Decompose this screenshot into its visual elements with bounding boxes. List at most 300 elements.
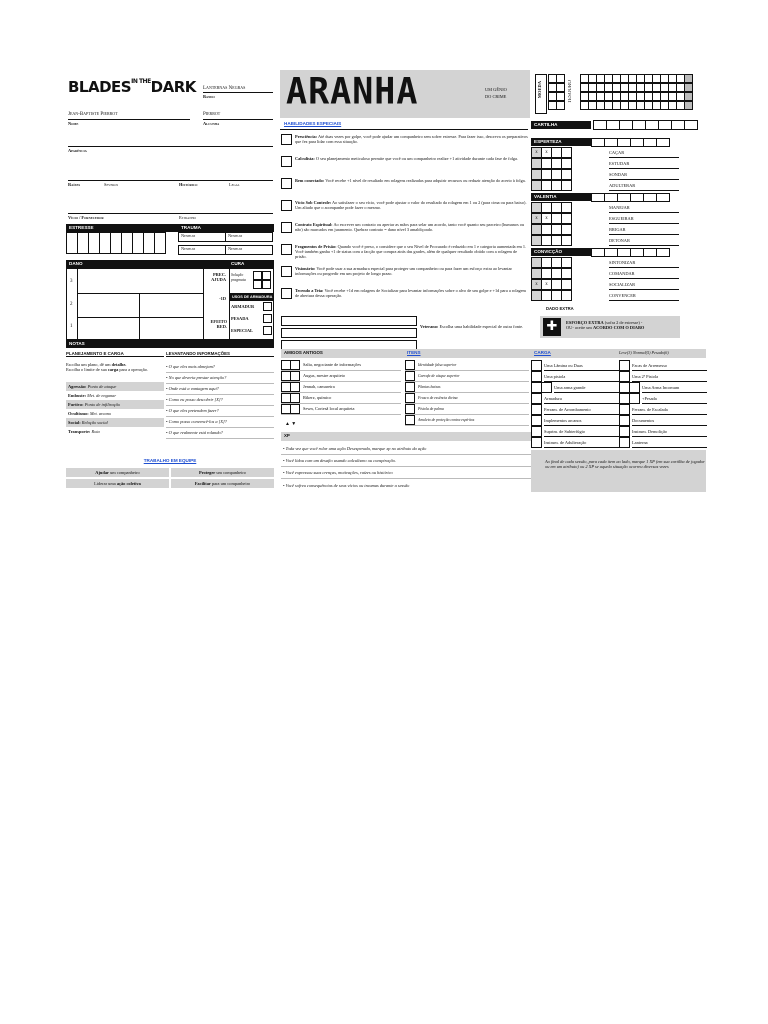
gear-list-right [619,360,707,448]
gear-row [619,415,707,426]
attribute-xp-box[interactable] [617,248,631,257]
xp-end-note: Ao final de cada sessão, para cada item ao lado, marque 1 XP (em sua cartilha de jogador ou em um atributo) ou 2 XP se aquela situação ocorreu diversas vezes [545,459,705,470]
ability-checkbox[interactable] [281,156,292,167]
item-name: Garrafa de uísque superior [418,374,460,378]
gear-item: Instrum. Demolição [632,426,707,437]
trauma-slot[interactable]: Nenhum [178,245,226,255]
friends-list [281,360,401,415]
info-question: • O que eles pretendem fazer? [166,406,274,417]
playbook-xp-box[interactable] [632,120,646,130]
attribute-xp-box[interactable] [656,138,670,147]
attribute-label: CONVICÇÃO [531,248,591,256]
attribute-xp-box[interactable] [617,193,631,202]
attribute-header [531,248,707,257]
gear-row [531,371,619,382]
action-name: SINTONIZAR [609,257,679,268]
xp-trigger: • Você expressou suas crenças, motivações, raízes ou histórico [283,470,393,475]
playbook-xp-box[interactable] [645,120,659,130]
ability-text: Visionário: Você pode usar a sua armadura especial para proteger um companheiro ou para fazer um esforço extra ao levantar informações ou progredir em um projeto de longo prazo. [295,266,512,277]
trauma-label: TRAUMA [178,224,274,232]
ability-checkbox[interactable] [281,288,292,299]
plan-detail: Met. arcano [88,411,112,416]
action-row [531,235,707,246]
attribute-xp-box[interactable] [643,248,657,257]
rival-checkbox[interactable] [290,404,300,414]
ability-checkbox[interactable] [281,244,292,255]
attribute-label: VALENTIA [531,193,591,201]
playbook-xp-box[interactable] [606,120,620,130]
plan-detail: Ponto de infiltração [83,402,121,407]
action-dot[interactable] [561,224,572,235]
attribute-xp-box[interactable] [604,248,618,257]
armor-checkbox[interactable] [263,302,272,311]
push-text: ESFORÇO EXTRA (sofra 2 de estresse) - OU- aceite um ACORDO COM O DIABO [566,320,645,331]
trauma-grid [178,232,274,255]
plan-name: Transporte: [68,429,91,434]
gear-row [619,404,707,415]
action-row [531,290,707,301]
action-dot[interactable] [561,158,572,169]
gear-item: Instrum. de Adulteração [544,437,619,448]
stash-box[interactable] [684,83,693,92]
attribute-xp-box[interactable] [656,193,670,202]
harm-level-2: 2 [70,302,73,307]
plan-detail: Rota [90,429,100,434]
coin-box[interactable] [556,74,565,83]
gear-item: Suprim. de Subterfúgio [544,426,619,437]
playbook-tagline: UM GÊNIO [485,87,507,92]
teamwork-grid [66,468,274,488]
player-name[interactable]: Jean-Baptiste Pierrot [68,112,118,117]
action-row [531,279,707,290]
attribute-xp-box[interactable] [617,138,631,147]
gear-bar [531,349,706,358]
item-name: Identidade falsa superior [418,363,457,367]
coin-box[interactable] [556,101,565,110]
attribute-xp-box[interactable] [630,248,644,257]
special-ability [281,200,529,219]
heal-clock-segment[interactable] [253,271,262,280]
veteran-slot[interactable] [281,328,417,338]
need-help-label: PREC. AJUDA [211,272,226,283]
playbook-name: ARANHA [286,71,419,113]
friend-name: Salia, negociante de informações [303,362,362,367]
attribute-xp-box[interactable] [656,248,670,257]
stress-track[interactable] [66,232,165,254]
plan-row[interactable] [66,391,164,400]
plan-row[interactable] [66,409,164,418]
item-checkbox[interactable] [405,371,415,381]
ability-checkbox[interactable] [281,200,292,211]
gear-row [531,382,619,393]
blades-logo: $BLADES^{IN THE}DARK$ [68,78,196,96]
harm-level-3: 3 [70,279,73,284]
ability-text: Fragmentos de Prisão: Quando você é preso, o considere que o seu Nível de Procurado é reduzido em 1 e categoria aumentada em 1. Você também ganha +1 de status com a facção que compra atrás das grades, além de qualquer resultado obtido com a rolagem de prisão. [295,244,527,260]
question-list [166,362,274,439]
action-row [531,158,707,169]
gear-row [531,393,619,404]
gear-item: Uma Lâmina ou Duas [544,360,619,371]
stash-row [580,83,692,92]
item-checkbox[interactable] [405,360,415,370]
item-name: Plantas baixas [418,385,441,389]
armor-item: PESADA [231,316,249,321]
friend-row [281,393,401,404]
teamwork-setup[interactable]: Facilitar para um companheiro [171,479,274,488]
rival-checkbox[interactable] [290,393,300,403]
gear-label: CARGA [534,350,551,355]
veteran-slot[interactable] [281,316,417,326]
item-checkbox[interactable] [405,415,415,425]
friends-items-bar [281,349,531,358]
gear-row [619,360,707,371]
action-dot[interactable]: x [541,279,552,290]
abilities-label: HABILIDADES ESPECIAIS [284,121,342,126]
action-dot[interactable]: x [531,147,542,158]
gear-checkbox[interactable] [619,426,630,437]
heritage-label: Raízes [68,182,81,187]
gear-checkbox[interactable] [619,437,630,448]
items-list [405,360,529,426]
items-label: ITENS [407,350,421,355]
gear-row [619,437,707,448]
playbook-xp-label: CARTILHA [531,121,591,129]
action-row [531,257,707,268]
gear-item: +Pesada [642,393,707,404]
playbook-xp-box[interactable] [619,120,633,130]
gear-checkbox[interactable] [531,393,542,404]
plan-name: Embuste: [68,393,87,398]
stash-row [580,74,692,83]
action-row [531,224,707,235]
trauma-slot[interactable]: Nenhum [225,232,273,242]
info-question: • Como posso convencê-los a [X]? [166,417,274,428]
rival-checkbox[interactable] [290,371,300,381]
plan-row[interactable] [66,382,164,391]
attribute-xp-box[interactable] [591,138,605,147]
item-row [405,404,529,415]
action-dot[interactable]: x [541,147,552,158]
item-checkbox[interactable] [405,404,415,414]
friend-row [281,404,401,415]
plan-detail: Met. de enganar [86,393,117,398]
playbook-xp-box[interactable] [593,120,607,130]
heal-clock-segment[interactable] [253,280,262,289]
gear-item: Uma 2ª Pistola [632,371,707,382]
action-name: COMANDAR [609,268,679,279]
info-question: • No que deveria prestar atenção? [166,373,274,384]
friend-row [281,371,401,382]
coin-row [548,74,564,83]
ability-checkbox[interactable] [281,178,292,189]
action-row [531,147,707,158]
item-row [405,360,529,371]
armor-checkbox[interactable] [263,314,272,323]
armor-checkbox[interactable] [263,326,272,335]
item-checkbox[interactable] [405,382,415,392]
gear-checkbox[interactable] [531,371,542,382]
plan-row[interactable] [66,400,164,409]
action-row [531,169,707,180]
gear-checkbox[interactable] [531,426,542,437]
special-ability [281,244,529,263]
coin-box[interactable] [556,92,565,101]
crew-value[interactable]: Lanternas Negras [203,86,246,91]
attribute-header [531,138,707,147]
load-levels: Leve(3) Normal(5) Pesado(6) [619,350,669,355]
xp-label: XP [284,433,290,438]
friend-name: Sewn, Cortesã local arquiteta [303,406,355,411]
gear-item: Armadura [544,393,619,404]
veteran-ability: Veterano: Escolha uma habilidade especial de outra fonte. [420,324,524,329]
attribute-xp-box[interactable] [591,248,605,257]
alias-label: Alcunha [203,121,220,126]
ability-checkbox[interactable] [281,266,292,277]
reduced-effect-label: EFEITO RED. [210,319,227,330]
heal-clock-segment[interactable] [262,271,271,280]
plan-detail: Ponto de ataque [86,384,117,389]
playbook-tagline: DO CRIME [485,94,507,99]
attribute-xp-box[interactable] [643,138,657,147]
plan-name: Ocultismo: [68,411,89,416]
coin-box[interactable] [556,83,565,92]
action-dot[interactable] [561,169,572,180]
teamwork-assist[interactable]: Ajudar um companheiro [66,468,169,477]
action-dot[interactable] [561,180,572,191]
xp-trigger: • Você sofreu consequências de seus vícios ou traumas durante a sessão [283,483,410,488]
armor-item: ARMADUR [231,304,255,309]
crew-label: Bando [203,94,215,99]
gear-checkbox[interactable] [531,360,542,371]
friend-row [281,360,401,371]
bonus-die-label: DADO EXTRA [546,306,574,311]
harm-slot[interactable] [77,269,203,294]
action-name: CAÇAR [609,147,679,158]
planning-intro: Escolha um plano, dê um detalhe. Escolha o limite de sua carga para a operação. [66,362,149,373]
attribute-label: ESPERTEZA [531,138,591,146]
gear-row [531,404,619,415]
info-question: • O que realmente está rolando? [166,428,274,439]
gear-row [619,426,707,437]
special-ability [281,178,529,197]
friend-scroll-arrows[interactable]: ▲ ▼ [285,422,297,427]
ability-checkbox[interactable] [281,222,292,233]
coin-grid[interactable] [548,74,564,110]
action-name: ESGUEIRAR [609,213,679,224]
item-checkbox[interactable] [405,393,415,403]
gear-checkbox[interactable] [629,382,640,393]
item-name: Amuleto de proteção contra espíritos [418,418,475,422]
look-label: Aparência [68,148,87,153]
heal-label: CURA [228,260,274,268]
ability-checkbox[interactable] [281,134,292,145]
gear-row [619,371,707,382]
vice-value[interactable]: Estranho [179,215,196,220]
friend-name: Augus, mestre arquiteto [303,373,346,378]
harm-box [66,268,274,340]
stress-box[interactable] [154,232,166,254]
teamwork-lead[interactable]: Liderar uma ação coletiva [66,479,169,488]
background-label: Histórico [179,182,198,187]
xp-trigger: • Toda vez que você rolar uma ação Desesperada, marque xp no atributo da ação [283,446,427,451]
coin-label: MOEDA [537,81,542,99]
trauma-slot[interactable]: Nenhum [225,245,273,255]
item-name: Frasco de essência divina [418,396,458,400]
coin-row [548,83,564,92]
gear-row [531,426,619,437]
xp-trigger: • Você lidou com um desafio usando calculismo ou conspiração. [283,458,396,463]
action-dot[interactable] [561,268,572,279]
heritage-value[interactable]: Severos [104,182,119,187]
planning-label: PLANEJAMENTO E CARGA [66,351,164,357]
stash-label: TESOURO [568,80,573,104]
action-name: BRIGAR [609,224,679,235]
teamwork-label: TRABALHO EM EQUIPE [143,458,197,463]
heal-clock-segment[interactable] [262,280,271,289]
coin-box [535,74,547,114]
action-name: DETONAR [609,235,679,246]
attribute-header [531,193,707,202]
stash-row [580,101,692,110]
item-row [405,371,529,382]
stash-box[interactable] [684,74,693,83]
stash-grid[interactable] [580,74,692,110]
info-question: • Como eu posso descobrir [X]? [166,395,274,406]
item-row [405,415,529,426]
gear-item: Implementos arcanos [544,415,619,426]
gear-checkbox[interactable] [531,404,542,415]
gear-checkbox[interactable] [619,404,630,415]
gear-item: Lanterna [632,437,707,448]
action-dot[interactable] [561,202,572,213]
xp-bar [281,432,531,441]
action-name: SOCIALIZAR [609,279,679,290]
teamwork-protect[interactable]: Proteger um companheiro [171,468,274,477]
ability-text: Contrato Espiritual: Ao escrever um contrato ou apertar as mãos para selar um acordo, tanto você quanto seu parceiro (humanos ou não) são marcados em juramento. Quebrar contrato = dano nível 3 amaldiçoado. [295,222,524,233]
gear-item: Uma arma grande [554,382,619,393]
gear-checkbox[interactable] [629,393,640,404]
gear-item: Ferram. de Arrombamento [544,404,619,415]
harm-label: DANO [66,260,228,268]
item-name: Pistola de palma [418,407,444,411]
stress-label: ESTRESSE [66,224,178,232]
gear-item: Uma Arma Incomum [642,382,707,393]
attribute-xp-box[interactable] [604,138,618,147]
attribute-groups [531,136,707,301]
attribute-xp-box[interactable] [630,138,644,147]
bonus-die-box [540,316,680,338]
die-plus-icon[interactable]: ✚ [543,318,561,336]
ability-text: Calculista: O seu planejamento meticuloso permite que você ou um companheiro realize +1 atividade durante cada fase de folga. [295,156,519,161]
plan-name: Social: [68,420,81,425]
need-help-note: Solução pragmata [231,273,246,283]
info-question: • O que eles mais almejam? [166,362,274,373]
ability-list [281,134,529,310]
action-dot[interactable] [561,147,572,158]
coin-row [548,92,564,101]
action-name: ESTUDAR [609,158,679,169]
playbook-xp-box[interactable] [671,120,685,130]
playbook-banner [280,70,530,118]
trauma-slot[interactable]: Nenhum [178,232,226,242]
stash-row [580,92,692,101]
gear-list-left [531,360,619,448]
friends-label: AMIGOS ANTIGOS [284,350,323,355]
playbook-xp-box[interactable] [658,120,672,130]
less-effect-label: -1D [219,296,226,301]
notes-label: NOTAS [66,340,274,348]
plan-list [66,382,164,436]
vice-label: Vício / Fornecedor [68,215,104,220]
attribute-xp-box[interactable] [604,193,618,202]
special-ability [281,156,529,175]
stash-box[interactable] [684,92,693,101]
character-sheet [62,70,706,494]
ability-text: Tecendo a Teia: Você recebe +1d em rolagens de Socializar para levantar informações sobre o alvo de um golpe e +1d para a rolagem de abertura dessa operação. [295,288,526,299]
gear-row [531,360,619,371]
gear-checkbox[interactable] [619,371,630,382]
gear-checkbox[interactable] [531,437,542,448]
action-name: MANEJAR [609,202,679,213]
alias-value[interactable]: Pierrot [203,112,221,117]
action-dot[interactable] [561,279,572,290]
info-question: • Onde está a vantagem aqui? [166,384,274,395]
special-ability [281,266,529,285]
special-ability [281,222,529,241]
gear-item: Documentos [632,415,707,426]
armor-item: ESPECIAL [231,328,253,333]
friend-row [281,382,401,393]
gear-checkbox[interactable] [531,415,542,426]
plan-row[interactable] [66,427,164,436]
gear-checkbox[interactable] [541,382,552,393]
gear-row [531,437,619,448]
coin-row [548,101,564,110]
action-dot[interactable] [561,290,572,301]
gear-checkbox[interactable] [619,415,630,426]
name-label: Nome [68,121,79,126]
gear-row [619,382,707,393]
plan-name: Furtivo: [68,402,84,407]
action-dot[interactable] [561,213,572,224]
special-ability [281,288,529,307]
gear-item: Facas de Arremesso [632,360,707,371]
attribute-xp-box[interactable] [643,193,657,202]
background-value[interactable]: Legal [229,182,240,187]
action-name: SONDAR [609,169,679,180]
rival-checkbox[interactable] [290,360,300,370]
item-row [405,382,529,393]
plan-row[interactable] [66,418,164,427]
action-row [531,268,707,279]
gear-checkbox[interactable] [619,360,630,371]
action-dot[interactable]: x [531,279,542,290]
attribute-xp-box[interactable] [591,193,605,202]
action-dot[interactable]: x [531,213,542,224]
action-row [531,202,707,213]
rival-checkbox[interactable] [290,382,300,392]
action-dot[interactable] [561,235,572,246]
action-dot[interactable] [561,257,572,268]
action-dot[interactable]: x [541,213,552,224]
gear-row [531,415,619,426]
gear-item: Ferram. de Escalada [632,404,707,415]
action-name: ADULTERAR [609,180,679,191]
playbook-xp-box[interactable] [684,120,698,130]
item-row [405,393,529,404]
attribute-xp-box[interactable] [630,193,644,202]
stash-box[interactable] [684,101,693,110]
